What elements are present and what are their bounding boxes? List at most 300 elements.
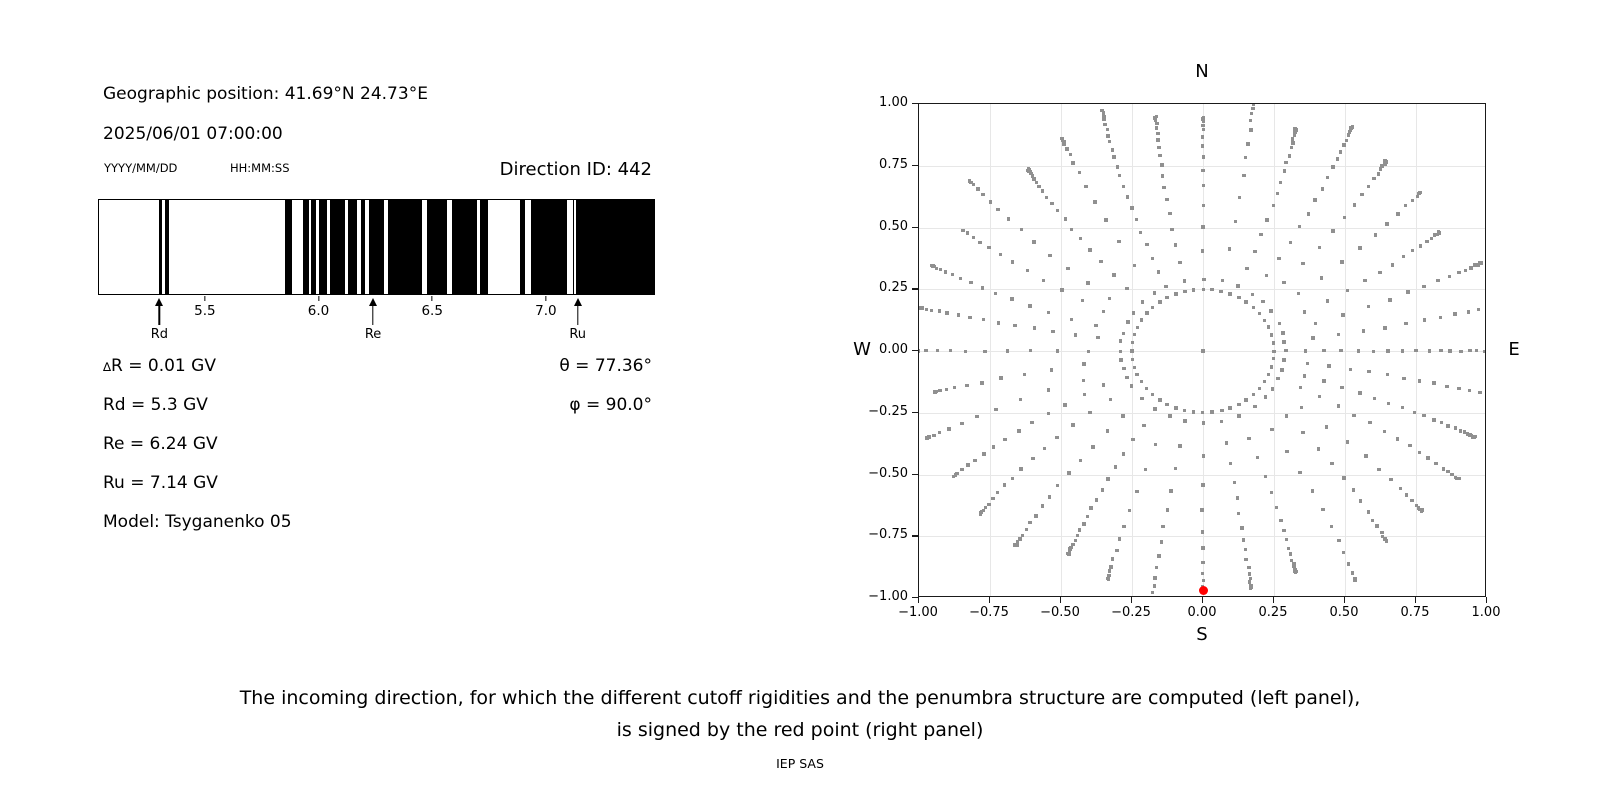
- scatter-dot: [1228, 292, 1232, 296]
- scatter-dot: [1448, 275, 1452, 279]
- scatter-dot: [1283, 169, 1287, 173]
- scatter-dot: [1078, 171, 1082, 175]
- scatter-dot: [1362, 329, 1366, 333]
- axis-tick-label: 1.00: [879, 95, 908, 110]
- scatter-dot: [1210, 288, 1214, 292]
- axis-tick: [918, 597, 919, 603]
- scatter-dot: [1031, 457, 1035, 461]
- scatter-dot: [1372, 350, 1376, 354]
- scatter-dot: [1468, 349, 1472, 353]
- scatter-dot: [1404, 322, 1408, 326]
- scatter-dot: [1102, 115, 1106, 119]
- scatter-dot: [966, 231, 970, 235]
- scatter-dot: [1088, 248, 1092, 252]
- scatter-dot: [1074, 539, 1078, 543]
- scatter-dot: [1087, 350, 1091, 354]
- scatter-dot: [1336, 157, 1340, 161]
- scatter-dot: [1413, 411, 1417, 415]
- scatter-dot: [1244, 558, 1248, 562]
- scatter-dot: [953, 386, 957, 390]
- scatter-dot: [1003, 483, 1007, 487]
- scatter-dot: [1023, 373, 1027, 377]
- scatter-dot: [1183, 419, 1187, 423]
- scatter-dot: [1346, 289, 1350, 293]
- scatter-dot: [1202, 204, 1206, 208]
- scatter-dot: [1272, 204, 1276, 208]
- scatter-dot: [1263, 380, 1267, 384]
- scatter-dot: [1279, 181, 1283, 185]
- scatter-dot: [1307, 212, 1311, 216]
- scatter-dot: [1229, 462, 1233, 466]
- scatter-dot: [1282, 340, 1286, 344]
- scatter-dot: [1202, 155, 1206, 159]
- scatter-dot: [1202, 128, 1206, 132]
- scatter-dot: [1122, 185, 1126, 189]
- scatter-dot: [1291, 137, 1295, 141]
- scatter-dot: [1440, 421, 1444, 425]
- axis-tick: [912, 350, 918, 351]
- scatter-dot: [1364, 454, 1368, 458]
- penumbra-bar: [165, 200, 169, 294]
- scatter-dot: [1121, 414, 1125, 418]
- scatter-dot: [1399, 487, 1403, 491]
- scatter-dot: [925, 436, 929, 440]
- scatter-dot: [1277, 257, 1281, 261]
- scatter-dot: [1158, 154, 1162, 158]
- scatter-dot: [1299, 386, 1303, 390]
- scatter-dot: [1013, 544, 1017, 548]
- scatter-dot: [1151, 306, 1155, 310]
- credit-text: IEP SAS: [776, 756, 824, 771]
- scatter-dot: [1385, 222, 1389, 226]
- scatter-dot: [1389, 478, 1393, 482]
- scatter-dot: [1082, 522, 1086, 526]
- scatter-dot: [965, 384, 969, 388]
- scatter-dot: [1301, 262, 1305, 266]
- scatter-dot: [1252, 103, 1256, 106]
- scatter-dot: [1220, 409, 1224, 413]
- scatter-dot: [1116, 165, 1120, 169]
- scatter-dot: [1132, 311, 1136, 315]
- scatter-dot: [1045, 196, 1049, 200]
- scatter-dot: [960, 422, 964, 426]
- scatter-dot: [1201, 225, 1205, 229]
- scatter-dot: [1140, 318, 1144, 322]
- scatter-dot: [1037, 185, 1041, 189]
- scatter-dot: [1104, 218, 1108, 222]
- scatter-dot: [1401, 406, 1405, 410]
- scatter-dot: [1201, 411, 1205, 415]
- scatter-dot: [1164, 285, 1168, 289]
- scatter-dot: [1161, 174, 1165, 178]
- scatter-dot: [991, 497, 995, 501]
- scatter-dot: [1346, 440, 1350, 444]
- scatter-dot: [1153, 407, 1157, 411]
- scatter-dot: [1342, 476, 1346, 480]
- scatter-dot: [1142, 424, 1146, 428]
- scatter-dot: [1202, 278, 1206, 282]
- scatter-dot: [1282, 281, 1286, 285]
- scatter-dot: [1155, 115, 1159, 119]
- scatter-dot: [1345, 139, 1349, 143]
- grid-line: [919, 536, 1485, 537]
- scatter-dot: [1270, 333, 1274, 337]
- scatter-dot: [1065, 147, 1069, 151]
- scatter-dot: [1313, 198, 1317, 202]
- scatter-dot: [1114, 465, 1118, 469]
- scatter-dot: [1251, 107, 1255, 111]
- scatter-dot: [1377, 172, 1381, 176]
- scatter-dot: [1108, 297, 1112, 301]
- scatter-dot: [1304, 349, 1308, 353]
- axis-tick-label: −1.00: [898, 605, 938, 620]
- scatter-dot: [1027, 167, 1031, 171]
- axis-tick: [912, 227, 918, 228]
- scatter-dot: [1168, 414, 1172, 418]
- axis-tick: [912, 535, 918, 536]
- grid-line: [1061, 104, 1062, 596]
- scatter-dot: [951, 273, 955, 277]
- scatter-dot: [1287, 547, 1291, 551]
- scatter-dot: [1074, 333, 1078, 337]
- scatter-dot: [1263, 319, 1267, 323]
- scatter-dot: [1130, 206, 1134, 210]
- scatter-dot: [1165, 198, 1169, 202]
- axis-tick: [912, 165, 918, 166]
- scatter-dot: [1122, 332, 1126, 336]
- scatter-dot: [1202, 454, 1206, 458]
- grid-line: [919, 475, 1485, 476]
- scatter-dot: [1017, 429, 1021, 433]
- penumbra-bar: [369, 200, 385, 294]
- marker-label: Rd: [150, 327, 169, 342]
- scatter-dot: [1135, 373, 1139, 377]
- scatter-dot: [1349, 368, 1353, 372]
- scatter-dot: [1339, 150, 1343, 154]
- scatter-dot: [999, 376, 1003, 380]
- scatter-dot: [930, 264, 934, 268]
- scatter-dot: [1387, 402, 1391, 406]
- scatter-dot: [1439, 349, 1443, 353]
- axis-tick: [912, 103, 918, 104]
- scatter-dot: [1256, 456, 1260, 460]
- scatter-dot: [1047, 412, 1051, 416]
- scatter-dot: [1178, 261, 1182, 265]
- scatter-dot: [1337, 333, 1341, 337]
- scatter-dot: [1318, 395, 1322, 399]
- scatter-dot: [1420, 509, 1424, 513]
- scatter-dot: [1327, 364, 1331, 368]
- scatter-dot: [1130, 349, 1134, 353]
- scatter-dot: [1411, 249, 1415, 253]
- scatter-dot: [964, 350, 968, 354]
- scatter-dot: [992, 445, 996, 449]
- scatter-dot: [1385, 160, 1389, 164]
- scatter-dot: [1347, 562, 1351, 566]
- scatter-dot: [1056, 209, 1060, 213]
- scatter-dot: [1404, 204, 1408, 208]
- scatter-dot: [973, 459, 977, 463]
- scatter-dot: [1192, 410, 1196, 414]
- scatter-dot: [1201, 483, 1205, 487]
- time-format-hint: HH:MM:SS: [230, 161, 290, 175]
- scatter-dot: [1107, 577, 1111, 581]
- scatter-dot: [1082, 362, 1086, 366]
- penumbra-bar: [330, 200, 345, 294]
- scatter-dot: [1106, 134, 1110, 138]
- scatter-dot: [1446, 424, 1450, 428]
- scatter-dot: [1202, 421, 1206, 425]
- scatter-dot: [1360, 193, 1364, 197]
- scatter-dot: [1131, 438, 1135, 442]
- scatter-dot: [1264, 475, 1268, 479]
- scatter-dot: [987, 503, 991, 507]
- scatter-dot: [1201, 249, 1205, 253]
- scatter-dot: [1086, 515, 1090, 519]
- scatter-dot: [1278, 322, 1282, 326]
- scatter-dot: [1330, 462, 1334, 466]
- scatter-dot: [1419, 244, 1423, 248]
- axis-tick-label: −0.25: [868, 403, 908, 419]
- scatter-dot: [1030, 421, 1034, 425]
- scatter-dot: [1318, 246, 1322, 250]
- axis-tick-label: 5.5: [194, 303, 216, 319]
- scatter-dot: [1377, 468, 1381, 472]
- datetime-text: 2025/06/01 07:00:00: [103, 124, 283, 144]
- axis-tick-label: 0.75: [879, 156, 908, 172]
- geographic-position-text: Geographic position: 41.69°N 24.73°E: [103, 84, 428, 104]
- scatter-dot: [1091, 445, 1095, 449]
- scatter-dot: [1405, 493, 1409, 497]
- scatter-dot: [1367, 510, 1371, 514]
- penumbra-bar: [159, 200, 162, 294]
- scatter-dot: [1402, 255, 1406, 259]
- scatter-dot: [1082, 379, 1086, 383]
- scatter-dot: [1386, 373, 1390, 377]
- penumbra-bar: [520, 200, 525, 294]
- scatter-dot: [1133, 366, 1137, 370]
- scatter-dot: [1153, 576, 1157, 580]
- scatter-dot: [1174, 467, 1178, 471]
- scatter-dot: [1270, 365, 1274, 369]
- scatter-dot: [1428, 349, 1432, 353]
- scatter-dot: [1145, 311, 1149, 315]
- scatter-dot: [1457, 477, 1461, 481]
- scatter-dot: [1380, 531, 1384, 535]
- scatter-dot: [1202, 579, 1206, 583]
- scatter-dot: [1201, 530, 1205, 534]
- scatter-dot: [1064, 217, 1068, 221]
- scatter-dot: [1165, 296, 1169, 300]
- axis-tick: [1202, 597, 1203, 603]
- axis-tick: [1486, 597, 1487, 603]
- scatter-dot: [1237, 414, 1241, 418]
- scatter-dot: [1368, 421, 1372, 425]
- scatter-dot: [982, 452, 986, 456]
- scatter-dot: [1069, 153, 1073, 157]
- scatter-dot: [1130, 384, 1134, 388]
- scatter-dot: [1160, 163, 1164, 167]
- scatter-dot: [1032, 240, 1036, 244]
- scatter-dot: [1375, 524, 1379, 528]
- scatter-dot: [1258, 387, 1262, 391]
- scatter-dot: [1298, 225, 1302, 229]
- scatter-dot: [1439, 316, 1443, 320]
- scatter-dot: [1311, 336, 1315, 340]
- scatter-dot: [1079, 237, 1083, 241]
- scatter-dot: [1301, 431, 1305, 435]
- scatter-dot: [982, 318, 986, 322]
- scatter-dot: [1020, 228, 1024, 232]
- scatter-dot: [1317, 447, 1321, 451]
- scatter-dot: [1297, 292, 1301, 296]
- scatter-dot: [1228, 247, 1232, 251]
- scatter-dot: [1411, 199, 1415, 203]
- scatter-dot: [1071, 161, 1075, 165]
- scatter-dot: [1432, 381, 1436, 385]
- scatter-dot: [1183, 409, 1187, 413]
- scatter-dot: [938, 389, 942, 393]
- scatter-dot: [1126, 195, 1130, 199]
- axis-tick-label: 0.50: [1329, 605, 1359, 620]
- direction-plot-area: [918, 103, 1486, 597]
- scatter-dot: [1139, 231, 1143, 235]
- scatter-dot: [1157, 146, 1161, 150]
- scatter-dot: [1118, 174, 1122, 178]
- scatter-dot: [1133, 333, 1137, 337]
- scatter-dot: [1416, 195, 1420, 199]
- scatter-dot: [1140, 380, 1144, 384]
- scatter-dot: [1259, 233, 1263, 237]
- scatter-dot: [1289, 241, 1293, 245]
- scatter-dot: [1201, 169, 1205, 173]
- scatter-dot: [1237, 403, 1241, 407]
- scatter-dot: [1358, 246, 1362, 250]
- scatter-dot: [1279, 519, 1283, 523]
- scatter-dot: [1201, 349, 1205, 353]
- scatter-dot: [1106, 128, 1110, 132]
- scatter-dot: [1284, 349, 1288, 353]
- scatter-dot: [1351, 571, 1355, 575]
- selected-direction-red-point: [1199, 586, 1208, 595]
- axis-tick: [912, 474, 918, 475]
- axis-tick: [912, 288, 918, 289]
- scatter-dot: [1303, 374, 1307, 378]
- scatter-dot: [919, 306, 923, 310]
- scatter-dot: [1140, 397, 1144, 401]
- scatter-dot: [957, 313, 961, 317]
- scatter-dot: [1290, 146, 1294, 150]
- scatter-dot: [1228, 406, 1232, 410]
- scatter-dot: [1251, 293, 1255, 297]
- scatter-dot: [1342, 143, 1346, 147]
- scatter-dot: [987, 246, 991, 250]
- marker-arrow-stem: [159, 305, 160, 325]
- scatter-dot: [1006, 349, 1010, 353]
- scatter-dot: [1418, 191, 1422, 195]
- rd-value: Rd = 5.3 GV: [103, 395, 208, 415]
- scatter-dot: [1221, 279, 1225, 283]
- scatter-dot: [1201, 135, 1205, 139]
- scatter-dot: [1288, 154, 1292, 158]
- scatter-dot: [1237, 296, 1241, 300]
- scatter-dot: [1306, 362, 1310, 366]
- scatter-dot: [1174, 243, 1178, 247]
- scatter-dot: [1158, 300, 1162, 304]
- scatter-dot: [1093, 200, 1097, 204]
- marker-arrow-stem: [577, 305, 578, 325]
- scatter-dot: [1245, 267, 1249, 271]
- scatter-dot: [930, 309, 934, 313]
- scatter-dot: [1352, 488, 1356, 492]
- scatter-dot: [966, 463, 970, 467]
- scatter-dot: [1330, 525, 1334, 529]
- marker-arrow-stem: [372, 305, 373, 325]
- scatter-dot: [978, 241, 982, 245]
- scatter-dot: [1454, 426, 1458, 430]
- scatter-dot: [1019, 398, 1023, 402]
- scatter-dot: [1326, 299, 1330, 303]
- axis-tick-label: 0.00: [879, 342, 908, 357]
- scatter-dot: [1236, 284, 1240, 288]
- penumbra-bar: [285, 200, 291, 294]
- scatter-dot: [1275, 506, 1279, 510]
- scatter-dot: [1067, 552, 1071, 556]
- scatter-dot: [1249, 119, 1253, 123]
- scatter-dot: [1442, 467, 1446, 471]
- scatter-dot: [1170, 228, 1174, 232]
- scatter-dot: [1244, 398, 1248, 402]
- scatter-dot: [1321, 508, 1325, 512]
- scatter-dot: [989, 200, 993, 204]
- scatter-dot: [1367, 185, 1371, 189]
- scatter-dot: [1271, 387, 1275, 391]
- scatter-dot: [1165, 403, 1169, 407]
- scatter-dot: [1383, 326, 1387, 330]
- scatter-dot: [1289, 552, 1293, 556]
- scatter-dot: [1448, 349, 1452, 353]
- scatter-dot: [1157, 270, 1161, 274]
- scatter-dot: [1284, 161, 1288, 165]
- direction-id-text: Direction ID: 442: [499, 159, 652, 180]
- scatter-dot: [1331, 165, 1335, 169]
- scatter-dot: [1126, 320, 1130, 324]
- scatter-dot: [1028, 521, 1032, 525]
- scatter-dot: [960, 468, 964, 472]
- date-format-hint: YYYY/MM/DD: [104, 161, 178, 175]
- scatter-dot: [1270, 428, 1274, 432]
- scatter-dot: [1108, 569, 1112, 573]
- scatter-dot: [1013, 324, 1017, 328]
- scatter-dot: [1056, 349, 1060, 353]
- axis-tick-label: −1.00: [868, 589, 908, 604]
- scatter-dot: [1249, 128, 1253, 132]
- scatter-dot: [1094, 324, 1098, 328]
- scatter-dot: [1119, 350, 1123, 354]
- scatter-dot: [1432, 418, 1436, 422]
- delta-r-value: [103, 356, 216, 377]
- scatter-dot: [1281, 331, 1285, 335]
- scatter-dot: [1265, 274, 1269, 278]
- scatter-dot: [976, 187, 980, 191]
- scatter-dot: [1151, 596, 1155, 597]
- scatter-dot: [1034, 514, 1038, 518]
- scatter-dot: [1050, 368, 1054, 372]
- scatter-dot: [1282, 529, 1286, 533]
- scatter-dot: [1343, 216, 1347, 220]
- scatter-dot: [1479, 262, 1483, 266]
- scatter-dot: [1042, 279, 1046, 283]
